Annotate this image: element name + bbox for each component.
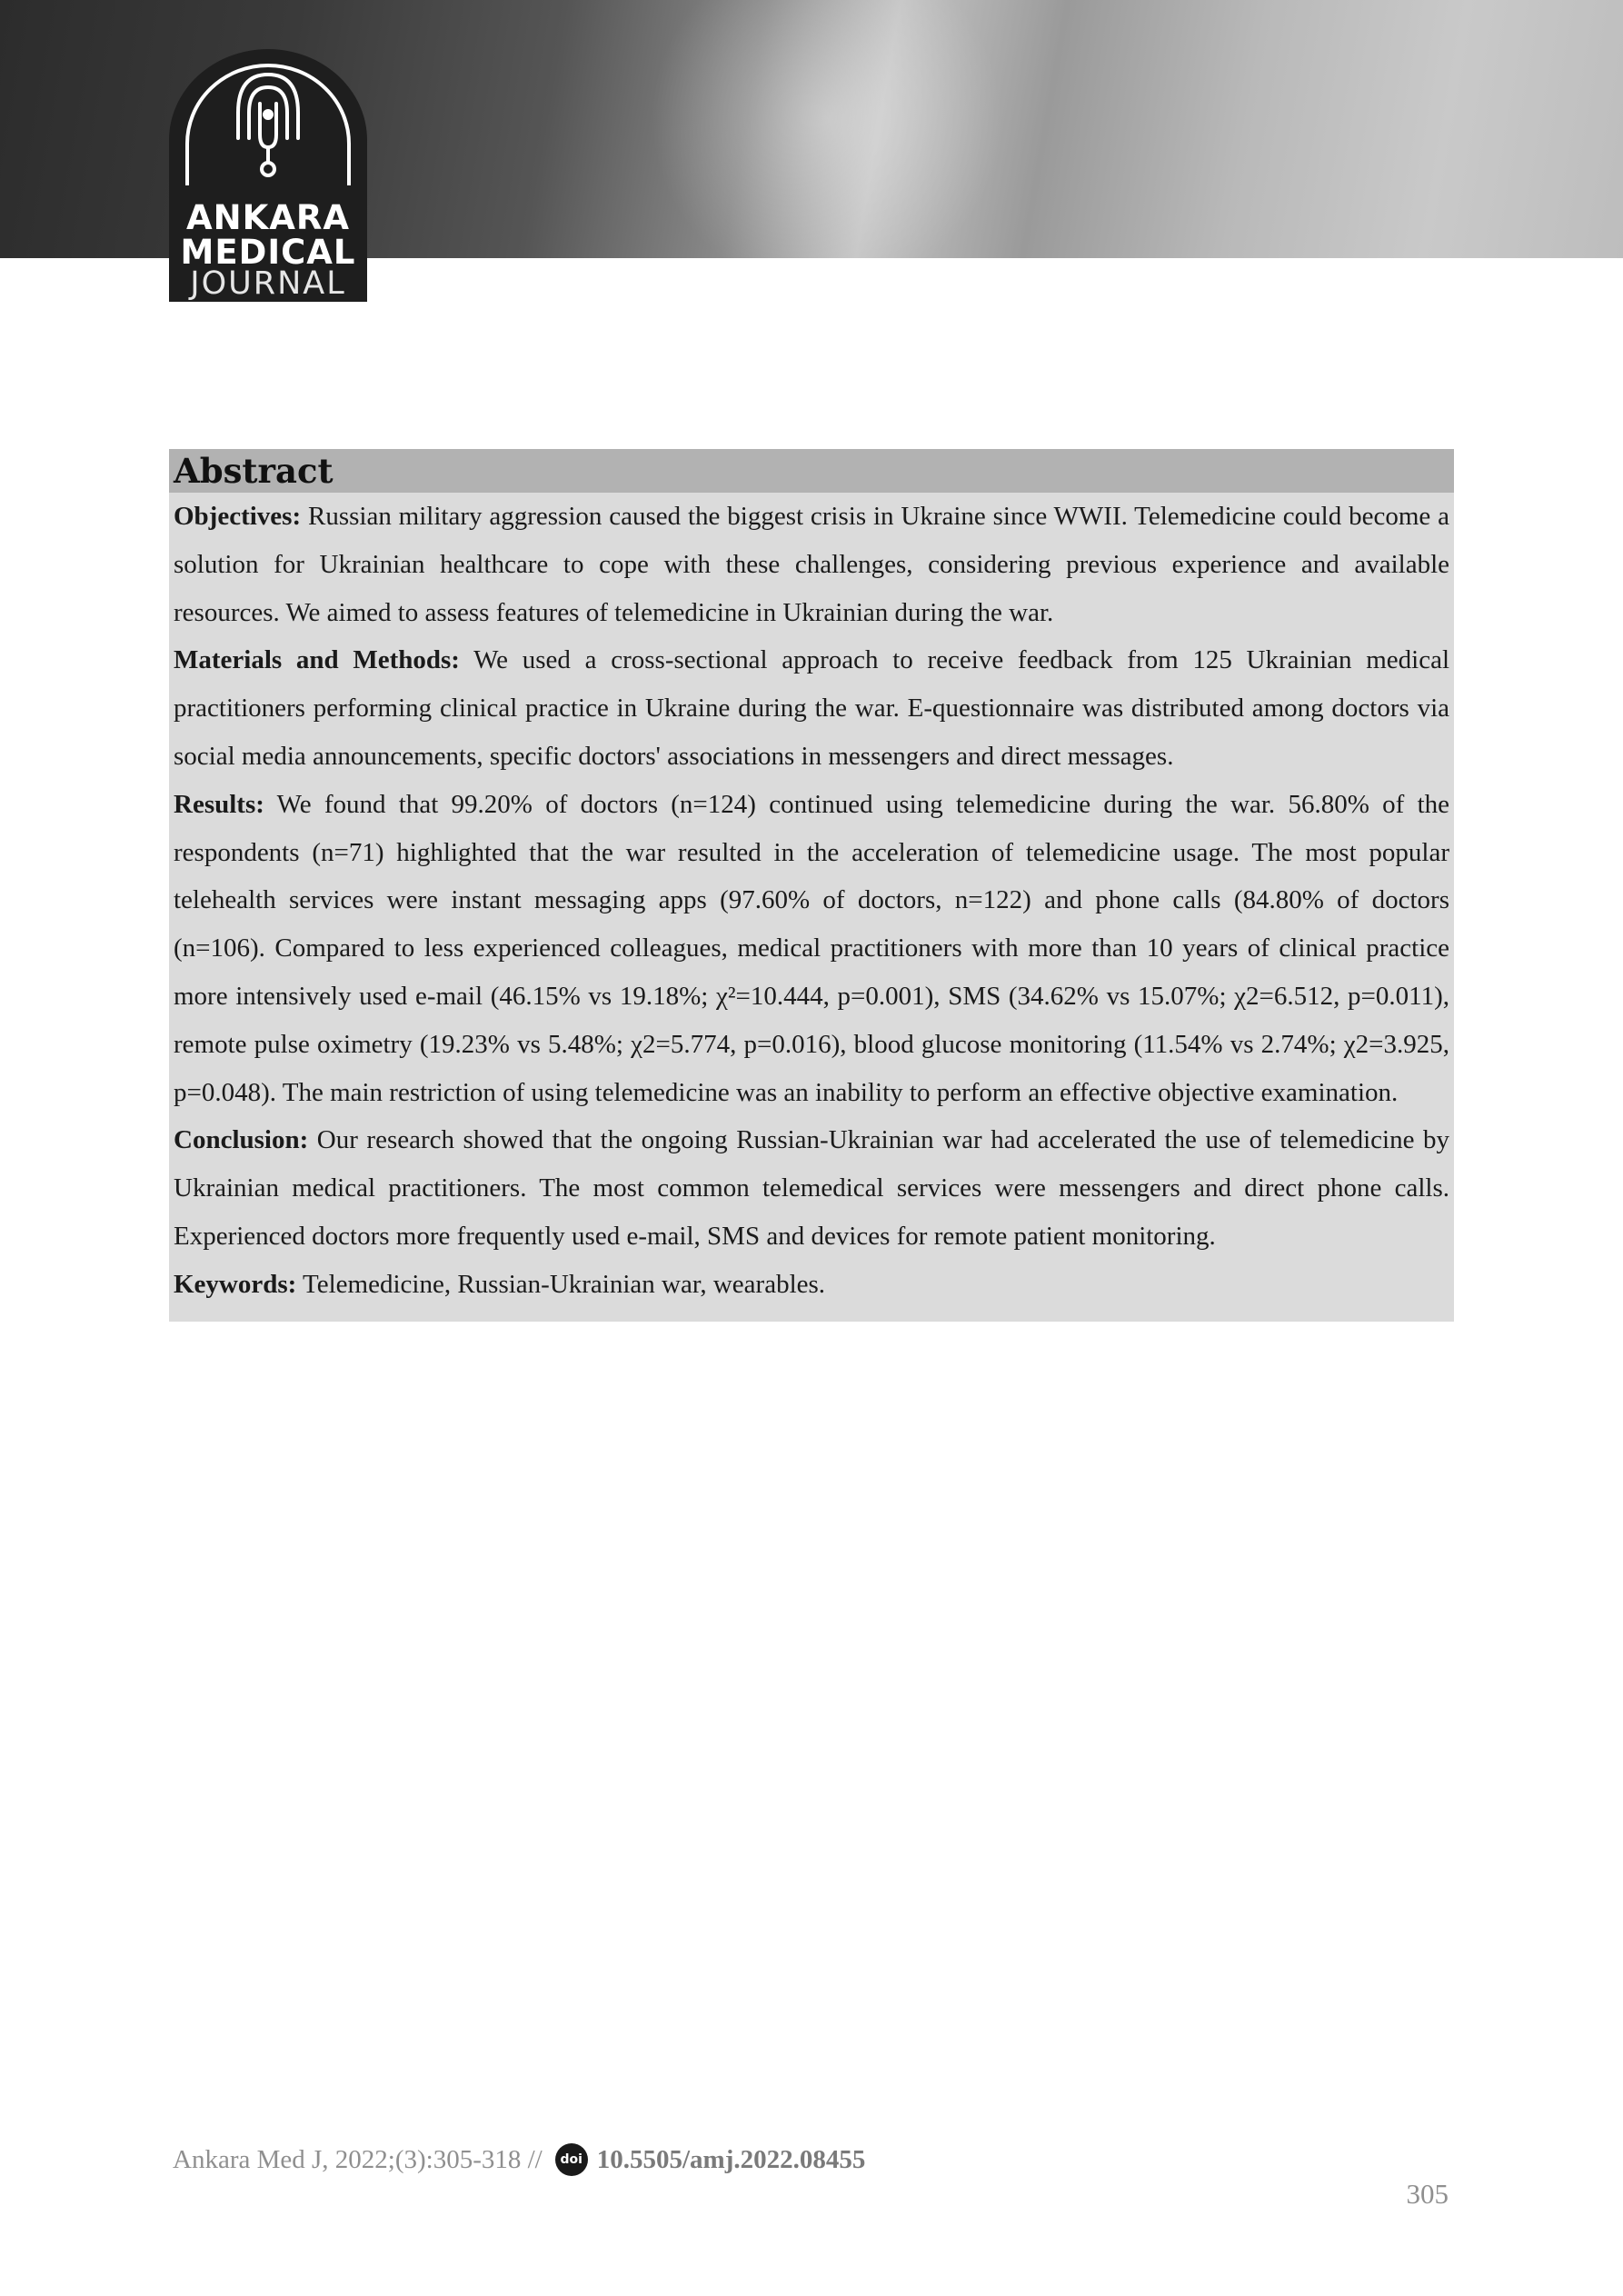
conclusion-label: Conclusion: <box>174 1125 309 1155</box>
logo-text-journal: JOURNAL <box>190 265 346 302</box>
conclusion-text: Our research showed that the ongoing Russian-Ukrainian war had accelerated the use of telemedicine by Ukrainian medical practitioners. The most common telemedical services were messengers and direct phone calls. Experienced doctors more frequently used e-mail, SMS and devices for remote patient monitoring. <box>174 1125 1449 1251</box>
abstract-title-bar <box>169 449 1454 493</box>
methods-label: Materials and Methods: <box>174 645 460 675</box>
objectives-text: Russian military aggression caused the biggest crisis in Ukraine since WWII. Telemedicine could become a solution for Ukrainian healthcare to cope with these challenges, considering previous experience and available resources. We aimed to assess features of telemedicine in Ukrainian during the war. <box>174 502 1449 627</box>
conclusion-paragraph <box>174 1116 1449 1260</box>
keywords-paragraph <box>174 1261 1449 1309</box>
journal-logo <box>169 49 367 302</box>
results-paragraph <box>174 781 1449 1117</box>
objectives-label: Objectives: <box>174 502 302 531</box>
abstract-title: Abstract <box>174 451 334 491</box>
citation-text: Ankara Med J, 2022;(3):305-318 // <box>173 2144 543 2174</box>
doi-link[interactable]: 10.5505/amj.2022.08455 <box>596 2144 866 2174</box>
footer-citation <box>173 2143 865 2176</box>
abstract-body <box>169 493 1454 1322</box>
abstract-section <box>169 449 1454 1322</box>
objectives-paragraph <box>174 493 1449 636</box>
keywords-label: Keywords: <box>174 1269 297 1299</box>
logo-text-ankara: ANKARA <box>185 198 351 237</box>
logo-text-medical: MEDICAL <box>180 233 356 272</box>
page-number: 305 <box>1406 2178 1449 2210</box>
doi-icon: doi <box>555 2143 588 2176</box>
results-text: We found that 99.20% of doctors (n=124) continued using telemedicine during the war. 56.80% of the respondents (n=71) highlighted that the war resulted in the acceleration of telemedicine usage. The most popular telehealth services were instant messaging apps (97.60% of doctors, n=122) and phone calls (84.80% of doctors (n=106). Compared to less experienced colleagues, medical practitioners with more than 10 years of clinical practice more intensively used e-mail (46.15% vs 19.18%; χ²=10.444, p=0.001), SMS (34.62% vs 15.07%; χ2=6.512, p=0.011), remote pulse oximetry (19.23% vs 5.48%; χ2=5.774, p=0.016), blood glucose monitoring (11.54% vs 2.74%; χ2=3.925, p=0.048). The main restriction of using telemedicine was an inability to perform an effective objective examination. <box>174 789 1449 1107</box>
methods-paragraph <box>174 636 1449 780</box>
methods-text: We used a cross-sectional approach to receive feedback from 125 Ukrainian medical practitioners performing clinical practice in Ukraine during the war. E-questionnaire was distributed among doctors via social media announcements, specific doctors' associations in messengers and direct messages. <box>174 645 1450 771</box>
results-label: Results: <box>174 789 264 819</box>
keywords-text: Telemedicine, Russian-Ukrainian war, wearables. <box>296 1269 826 1299</box>
